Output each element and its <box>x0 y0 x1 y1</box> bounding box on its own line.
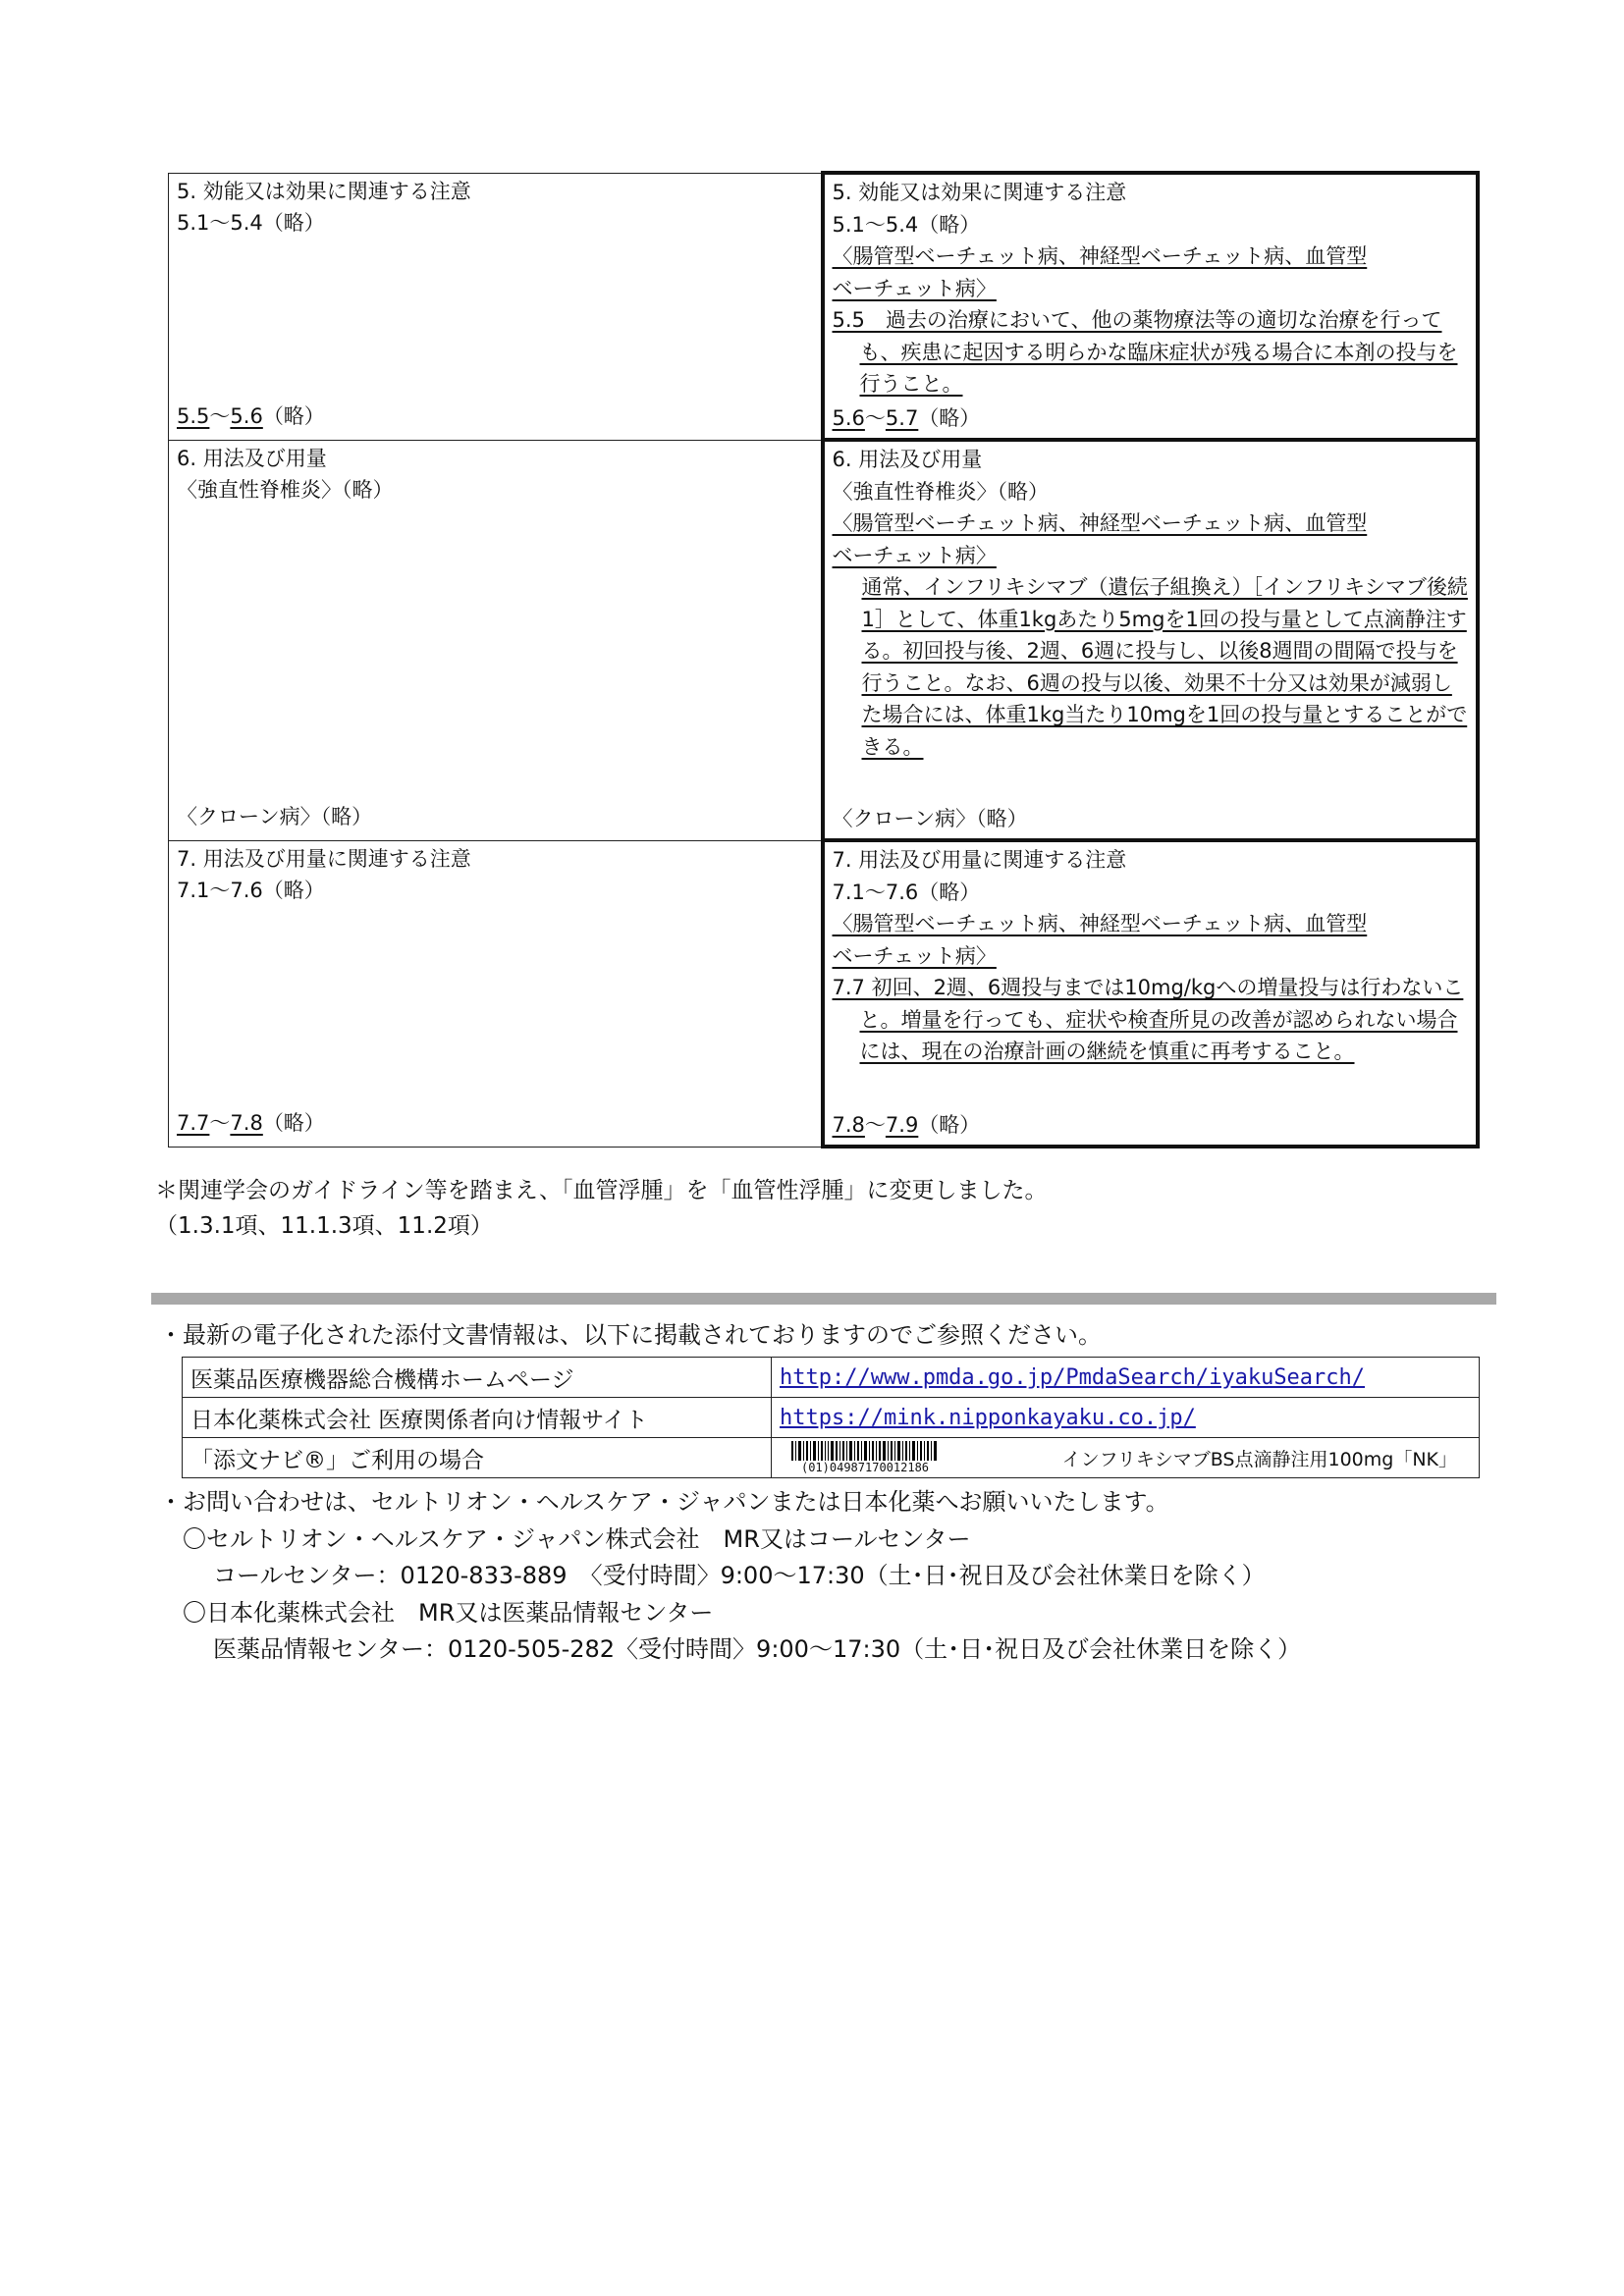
nipponkayaku-link[interactable]: https://mink.nipponkayaku.co.jp/ <box>780 1406 1196 1430</box>
note-line: （1.3.1項、11.1.3項、11.2項） <box>155 1213 493 1239</box>
omitted-line: 5.5～5.6（略） <box>177 404 325 428</box>
table-row <box>169 173 1478 440</box>
contact-celltrion-detail: コールセンター：0120-833-889 〈受付時間〉9:00～17:30（土･日･祝日及び会社休業日を除く） <box>213 1562 1266 1589</box>
disease-heading: 〈腸管型ベーチェット病、神経型ベーチェット病、血管型 ベーチェット病〉 <box>832 244 1368 300</box>
section-heading: 6. 用法及び用量 <box>177 446 327 470</box>
info-links-table <box>182 1357 1480 1478</box>
new-cell-7 <box>823 840 1478 1147</box>
new-cell-6 <box>823 440 1478 840</box>
revision-note <box>155 1173 1048 1244</box>
link-label: 日本化薬株式会社 医療関係者向け情報サイト <box>183 1398 772 1438</box>
note-line: ＊関連学会のガイドライン等を踏まえ、「血管浮腫」を「血管性浮腫」に変更しました。 <box>155 1178 1048 1203</box>
added-item-7-7: 7.7 初回、2週、6週投与までは10mg/kgへの増量投与は行わないこと。増量を行っても、症状や検査所見の改善が認められない場合には、現在の治療計画の継続を慎重に再考すること。 <box>832 976 1464 1063</box>
section-divider <box>151 1293 1496 1305</box>
old-cell-7 <box>169 840 823 1147</box>
omitted-line: 5.1～5.4（略） <box>177 211 325 235</box>
table-row <box>183 1438 1480 1478</box>
section-heading: 7. 用法及び用量に関連する注意 <box>177 846 471 871</box>
contact-section <box>159 1484 1301 1669</box>
omitted-line: 7.8～7.9（略） <box>832 1112 981 1137</box>
table-row <box>169 840 1478 1147</box>
new-cell-5 <box>823 173 1478 440</box>
contact-nipponkayaku-detail: 医薬品情報センター：0120-505-282〈受付時間〉9:00～17:30（土･日･祝日及び会社休業日を除く） <box>213 1635 1302 1663</box>
added-dosage-text: 通常、インフリキシマブ（遺伝子組換え）［インフリキシマブ後続1］として、体重1kgあたり5mgを1回の投与量として点滴静注する。初回投与後、2週、6週に投与し、以後8週間の間隔で投与を行うこと。なお、6週の投与以後、効果不十分又は効果が減弱した場合には、体重1kg当たり10mgを1回の投与量とすることができる。 <box>861 575 1468 759</box>
comparison-table <box>168 171 1480 1148</box>
omitted-line: 〈クローン病〉（略） <box>832 806 1028 830</box>
added-item-5-5: 5.5 過去の治療において、他の薬物療法等の適切な治療を行っても、疾患に起因する明らかな臨床症状が残る場合に本剤の投与を行うこと。 <box>832 308 1458 396</box>
contact-celltrion: 〇セルトリオン・ヘルスケア・ジャパン株式会社 MR又はコールセンター <box>183 1524 971 1553</box>
link-label: 医薬品医療機器総合機構ホームページ <box>183 1358 772 1398</box>
table-row <box>169 440 1478 840</box>
omitted-line: 5.1～5.4（略） <box>832 212 981 237</box>
barcode-icon <box>791 1441 939 1461</box>
table-row <box>183 1398 1480 1438</box>
omitted-line: 7.7～7.8（略） <box>177 1111 325 1135</box>
section-heading: 7. 用法及び用量に関連する注意 <box>832 848 1127 872</box>
omitted-line: 〈強直性脊椎炎〉（略） <box>832 479 1049 504</box>
omitted-line: 〈強直性脊椎炎〉（略） <box>177 478 394 502</box>
omitted-line: 〈クローン病〉（略） <box>177 805 373 828</box>
section-heading: 6. 用法及び用量 <box>832 448 983 471</box>
contact-nipponkayaku: 〇日本化薬株式会社 MR又は医薬品情報センター <box>183 1598 714 1627</box>
product-name: インフリキシマブBS点滴静注用100mg「NK」 <box>1061 1448 1457 1470</box>
old-cell-5 <box>169 173 823 440</box>
omitted-line: 7.1～7.6（略） <box>177 879 325 902</box>
pmda-link[interactable]: http://www.pmda.go.jp/PmdaSearch/iyakuSearch/ <box>780 1365 1366 1390</box>
table-row <box>183 1358 1480 1398</box>
info-intro: ・最新の電子化された添付文書情報は、以下に掲載されておりますのでご参照ください。 <box>159 1321 1102 1349</box>
gs1-barcode <box>791 1441 939 1474</box>
omitted-line: 5.6～5.7（略） <box>832 405 981 430</box>
section-heading: 5. 効能又は効果に関連する注意 <box>832 181 1127 204</box>
barcode-number: (01)04987170012186 <box>800 1461 930 1474</box>
omitted-line: 7.1～7.6（略） <box>832 880 981 904</box>
link-label: 「添文ナビ®」ご利用の場合 <box>183 1438 772 1478</box>
disease-heading: 〈腸管型ベーチェット病、神経型ベーチェット病、血管型 ベーチェット病〉 <box>832 511 1368 567</box>
section-heading: 5. 効能又は効果に関連する注意 <box>177 179 471 203</box>
old-cell-6 <box>169 440 823 840</box>
disease-heading: 〈腸管型ベーチェット病、神経型ベーチェット病、血管型 ベーチェット病〉 <box>832 912 1368 968</box>
contact-intro: ・お問い合わせは、セルトリオン・ヘルスケア・ジャパンまたは日本化薬へお願いいたします。 <box>159 1488 1169 1516</box>
